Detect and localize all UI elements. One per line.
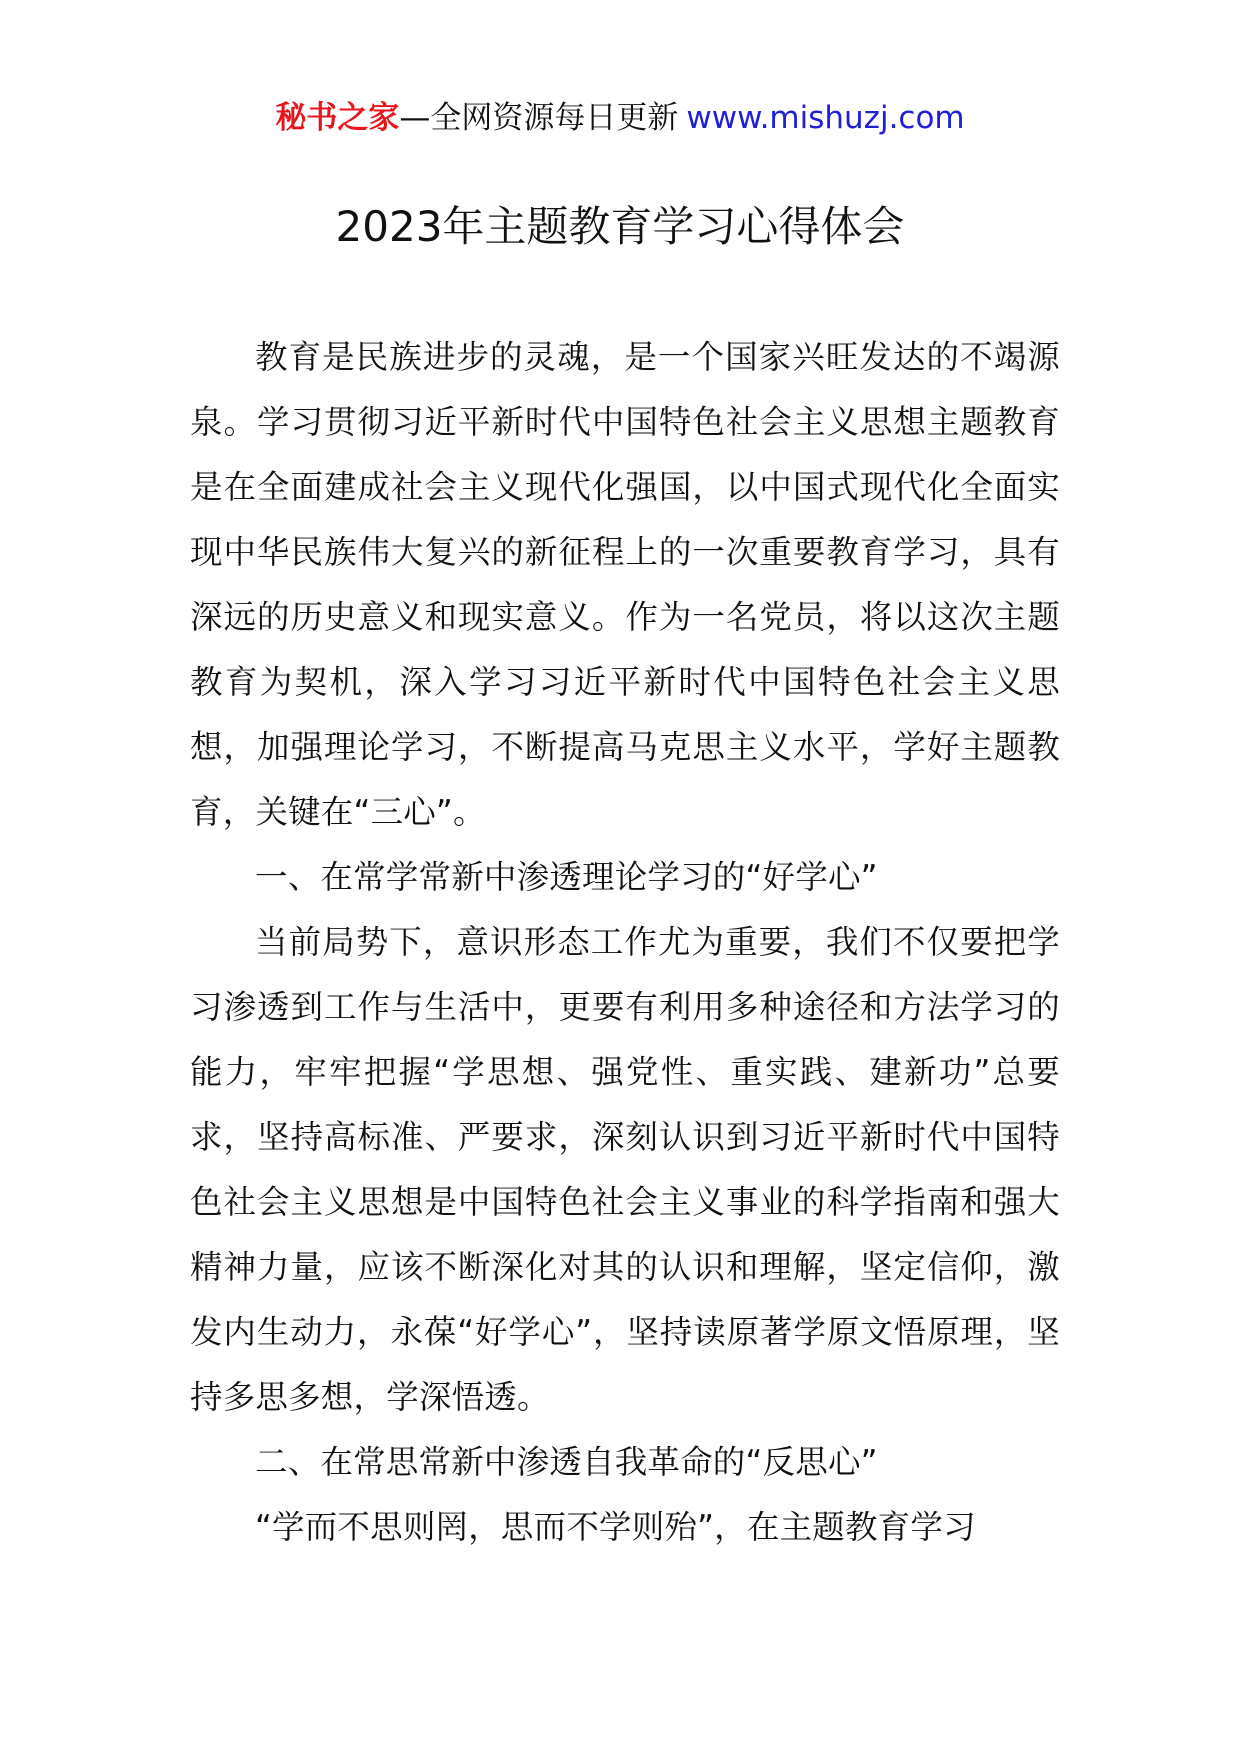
- document-title: 2023年主题教育学习心得体会: [335, 202, 905, 251]
- document-body: [190, 325, 1060, 1560]
- paragraph-intro: 教育是民族进步的灵魂，是一个国家兴旺发达的不竭源泉。学习贯彻习近平新时代中国特色社会主义思想主题教育是在全面建成社会主义现代化强国，以中国式现代化全面实现中华民族伟大复兴的新征程上的一次重要教育学习，具有深远的历史意义和现实意义。作为一名党员，将以这次主题教育为契机，深入学习习近平新时代中国特色社会主义思想，加强理论学习，不断提高马克思主义水平，学好主题教育，关键在“三心”。: [190, 338, 1060, 831]
- section-heading-1: 一、在常学常新中渗透理论学习的“好学心”: [255, 858, 878, 896]
- paragraph-section-2: “学而不思则罔，思而不学则殆”，在主题教育学习: [255, 1508, 976, 1546]
- site-url-link[interactable]: www.mishuzj.com: [686, 100, 965, 136]
- brand-name: 秘书之家: [275, 100, 400, 136]
- site-header: [0, 98, 1240, 138]
- section-heading-2: 二、在常思常新中渗透自我革命的“反思心”: [255, 1443, 878, 1481]
- header-tagline: —全网资源每日更新: [399, 100, 679, 136]
- paragraph-section-1: 当前局势下，意识形态工作尤为重要，我们不仅要把学习渗透到工作与生活中，更要有利用多种途径和方法学习的能力，牢牢把握“学思想、强党性、重实践、建新功”总要求，坚持高标准、严要求，深刻认识到习近平新时代中国特色社会主义思想是中国特色社会主义事业的科学指南和强大精神力量，应该不断深化对其的认识和理解，坚定信仰，激发内生动力，永葆“好学心”，坚持读原著学原文悟原理，坚持多思多想，学深悟透。: [190, 923, 1060, 1416]
